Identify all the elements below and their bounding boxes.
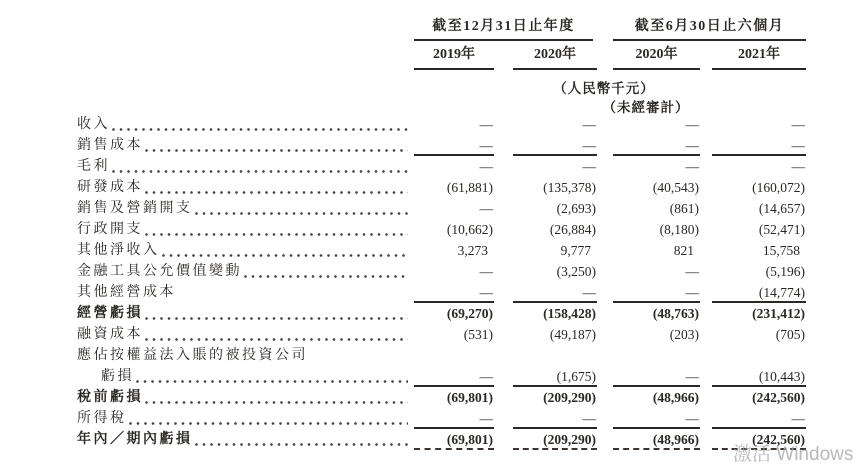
value: — (479, 369, 493, 384)
value: — (479, 138, 493, 153)
dot-leader (145, 401, 408, 404)
value-cell-2020-h1 (597, 408, 700, 429)
value-cell-2019 (412, 219, 494, 240)
value-cell-2020-h1 (597, 219, 700, 240)
dot-leader (178, 296, 408, 299)
table-row (64, 408, 806, 429)
value: (10,443) (758, 369, 805, 384)
row-label: 所得稅 (77, 411, 127, 426)
table-row (64, 345, 806, 366)
value: (48,763) (652, 306, 699, 321)
value-cell-2019 (412, 387, 494, 408)
column-header-2021-h1 (712, 44, 806, 70)
value-cell-2020-fy (494, 345, 597, 366)
value: — (479, 159, 493, 174)
value-cell-2021-h1 (700, 198, 806, 219)
row-label-cell (64, 135, 412, 156)
row-label: 研發成本 (77, 180, 143, 195)
row-label: 年內／期內虧損 (77, 432, 193, 447)
unaudited-note: （未經審計） (602, 100, 690, 115)
value-cell-2020-fy (494, 429, 597, 450)
value-cell-2020-h1 (597, 345, 700, 366)
value: (61,881) (446, 180, 493, 195)
value: (14,774) (758, 285, 805, 300)
value: — (685, 411, 699, 426)
value-cell-2021-h1 (700, 324, 806, 345)
value: — (685, 117, 699, 132)
value: — (791, 411, 805, 426)
row-label-cell (64, 240, 412, 261)
value: (69,801) (446, 432, 493, 447)
value: (3,250) (556, 264, 596, 279)
value-cell-2019 (412, 324, 494, 345)
dot-leader (112, 128, 408, 131)
column-group-label: 截至6月30日止六個月 (634, 19, 785, 34)
value-cell-2019 (412, 240, 494, 261)
column-group-six-months-ended-jun30 (613, 16, 806, 41)
table-row (64, 324, 806, 345)
column-group-year-ended-dec31 (414, 16, 593, 41)
row-label-cell (64, 387, 412, 408)
value-cell-2019 (412, 198, 494, 219)
dot-leader (195, 212, 409, 215)
value: (209,290) (543, 390, 596, 405)
value-cell-2020-h1 (597, 261, 700, 282)
value-cell-2021-h1 (700, 303, 806, 324)
value: 15,758 (762, 243, 800, 258)
value: — (791, 159, 805, 174)
value-cell-2021-h1 (700, 114, 806, 135)
value-cell-2020-h1 (597, 240, 700, 261)
value-cell-2019 (412, 282, 494, 303)
column-group-label: 截至12月31日止年度 (432, 19, 575, 34)
dot-leader (145, 317, 408, 320)
year-label: 2020年 (534, 47, 576, 62)
value-cell-2019 (412, 156, 494, 177)
value: (48,966) (652, 432, 699, 447)
value-cell-2020-fy (494, 303, 597, 324)
value-cell-2020-h1 (597, 198, 700, 219)
value: — (479, 285, 493, 300)
value: (705) (775, 327, 805, 342)
row-label-cell (64, 282, 412, 303)
value-cell-2020-fy (494, 177, 597, 198)
value-cell-2021-h1 (700, 261, 806, 282)
value: (8,180) (659, 222, 699, 237)
value-cell-2020-h1 (597, 135, 700, 156)
dot-leader (145, 233, 408, 236)
row-label: 虧損 (101, 369, 134, 384)
value-cell-2020-fy (494, 282, 597, 303)
value-cell-2020-fy (494, 198, 597, 219)
dot-leader (136, 380, 408, 383)
table-header (64, 14, 806, 114)
value-cell-2021-h1 (700, 387, 806, 408)
value-cell-2020-h1 (597, 387, 700, 408)
value-cell-2020-h1 (597, 114, 700, 135)
value-cell-2020-h1 (597, 156, 700, 177)
value-cell-2020-h1 (597, 303, 700, 324)
row-label-cell (64, 345, 412, 366)
value: — (685, 138, 699, 153)
value-cell-2020-fy (494, 156, 597, 177)
value-cell-2020-h1 (597, 177, 700, 198)
row-label-cell (64, 303, 412, 324)
value: — (685, 285, 699, 300)
value-cell-2021-h1 (700, 177, 806, 198)
column-header-2020-fy (513, 44, 597, 70)
table-body (64, 114, 806, 450)
table-row (64, 429, 806, 450)
value: (861) (669, 201, 699, 216)
value: — (582, 138, 596, 153)
value: (26,884) (549, 222, 596, 237)
value-cell-2021-h1 (700, 240, 806, 261)
value-cell-2020-h1 (597, 324, 700, 345)
row-label: 經營虧損 (77, 306, 143, 321)
value-cell-2021-h1 (700, 156, 806, 177)
value: (14,657) (758, 201, 805, 216)
value-cell-2020-fy (494, 114, 597, 135)
windows-activation-watermark: 激活 Windows (733, 444, 853, 465)
value-cell-2020-fy (494, 261, 597, 282)
table-row (64, 156, 806, 177)
value: (5,196) (765, 264, 805, 279)
row-label-cell (64, 261, 412, 282)
table-row (64, 240, 806, 261)
value-cell-2020-fy (494, 240, 597, 261)
table-row (64, 198, 806, 219)
row-label: 融資成本 (77, 327, 143, 342)
value: — (582, 117, 596, 132)
value-cell-2020-fy (494, 324, 597, 345)
value: (203) (669, 327, 699, 342)
value: — (582, 285, 596, 300)
value-cell-2021-h1 (700, 282, 806, 303)
value-cell-2021-h1 (700, 366, 806, 387)
value: — (791, 117, 805, 132)
table-row (64, 261, 806, 282)
value: — (479, 411, 493, 426)
value-cell-2021-h1 (700, 135, 806, 156)
row-label: 銷售及營銷開支 (77, 201, 193, 216)
table-row (64, 135, 806, 156)
value-cell-2019 (412, 366, 494, 387)
value: (231,412) (752, 306, 805, 321)
value-cell-2019 (412, 345, 494, 366)
dot-leader (129, 422, 409, 425)
value-cell-2020-h1 (597, 282, 700, 303)
row-label: 金融工具公允價值變動 (77, 264, 242, 279)
value: — (582, 411, 596, 426)
value-cell-2020-fy (494, 219, 597, 240)
row-label: 其他經營成本 (77, 285, 176, 300)
row-label: 行政開支 (77, 222, 143, 237)
value: — (685, 369, 699, 384)
value-cell-2020-fy (494, 408, 597, 429)
value-cell-2020-fy (494, 135, 597, 156)
value: (2,693) (556, 201, 596, 216)
row-label-cell (64, 366, 412, 387)
row-label-cell (64, 114, 412, 135)
value: — (685, 264, 699, 279)
value: (10,662) (446, 222, 493, 237)
dot-leader (112, 170, 408, 173)
value: — (791, 138, 805, 153)
row-label-cell (64, 198, 412, 219)
value-cell-2019 (412, 177, 494, 198)
value: 821 (673, 243, 694, 258)
dot-leader (162, 254, 409, 257)
value: 3,273 (457, 243, 488, 258)
value-cell-2019 (412, 114, 494, 135)
value: — (479, 264, 493, 279)
table-row (64, 219, 806, 240)
year-label: 2021年 (738, 47, 780, 62)
value: (69,801) (446, 390, 493, 405)
value-cell-2019 (412, 303, 494, 324)
value-cell-2020-fy (494, 387, 597, 408)
value-cell-2019 (412, 408, 494, 429)
dot-leader (145, 149, 408, 152)
table-row (64, 114, 806, 135)
value-cell-2021-h1 (700, 345, 806, 366)
year-label: 2019年 (433, 47, 475, 62)
value: (160,072) (752, 180, 805, 195)
value-cell-2020-h1 (597, 366, 700, 387)
value: (69,270) (446, 306, 493, 321)
value: (48,966) (652, 390, 699, 405)
value-cell-2021-h1 (700, 219, 806, 240)
value: (531) (463, 327, 493, 342)
value: 9,777 (560, 243, 591, 258)
value-cell-2019 (412, 135, 494, 156)
value: (158,428) (543, 306, 596, 321)
table-row (64, 303, 806, 324)
row-label-cell (64, 324, 412, 345)
table-row (64, 366, 806, 387)
value: (209,290) (543, 432, 596, 447)
dot-leader (145, 338, 408, 341)
value: — (479, 201, 493, 216)
value-cell-2019 (412, 261, 494, 282)
table-row (64, 282, 806, 303)
column-header-2020-h1 (613, 44, 700, 70)
row-label: 銷售成本 (77, 138, 143, 153)
dot-leader (145, 191, 408, 194)
dot-leader (310, 359, 408, 362)
dot-leader (244, 275, 408, 278)
value-cell-2020-h1 (597, 429, 700, 450)
value: (242,560) (752, 432, 805, 447)
value-cell-2020-fy (494, 366, 597, 387)
value-cell-2019 (412, 429, 494, 450)
row-label: 應佔按權益法入賬的被投資公司 (77, 348, 308, 363)
row-label-cell (64, 156, 412, 177)
value: (1,675) (556, 369, 596, 384)
table-row (64, 177, 806, 198)
value: (52,471) (758, 222, 805, 237)
dot-leader (195, 443, 409, 446)
column-header-2019 (414, 44, 494, 70)
row-label-cell (64, 219, 412, 240)
row-label: 毛利 (77, 159, 110, 174)
value: (49,187) (549, 327, 596, 342)
row-label: 其他淨收入 (77, 243, 160, 258)
value: — (685, 159, 699, 174)
row-label-cell (64, 408, 412, 429)
row-label: 稅前虧損 (77, 390, 143, 405)
value: (242,560) (752, 390, 805, 405)
row-label-cell (64, 429, 412, 450)
value: (40,543) (652, 180, 699, 195)
row-label: 收入 (77, 117, 110, 132)
value: — (582, 159, 596, 174)
value: — (479, 117, 493, 132)
row-label-cell (64, 177, 412, 198)
year-label: 2020年 (635, 47, 678, 62)
table-row (64, 387, 806, 408)
currency-unit-note: （人民幣千元） (553, 81, 655, 96)
value-cell-2021-h1 (700, 408, 806, 429)
value: (135,378) (543, 180, 596, 195)
financial-statements-table (64, 14, 806, 450)
